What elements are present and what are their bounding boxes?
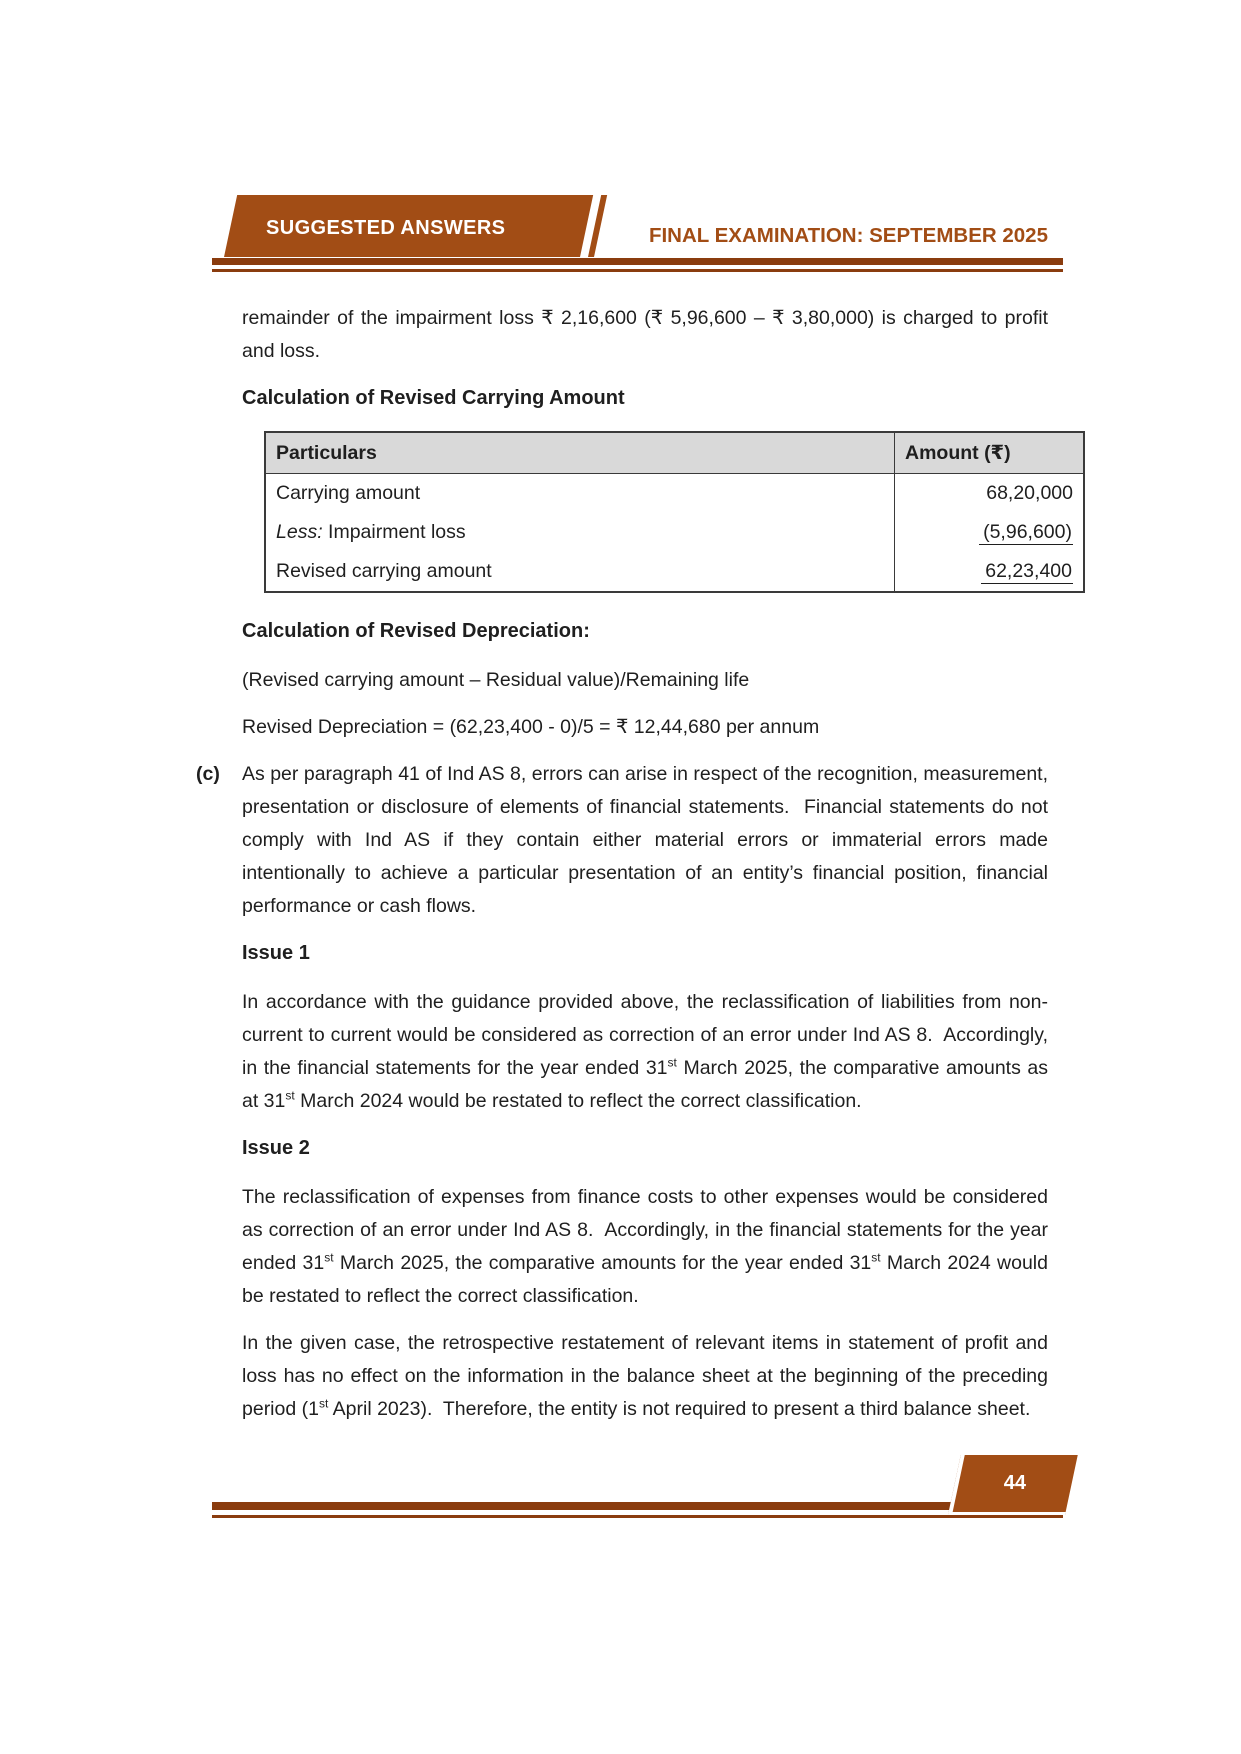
row-label: Less: Impairment loss [276, 521, 466, 543]
depreciation-heading: Calculation of Revised Depreciation: [242, 620, 590, 642]
closing-paragraph: In the given case, the retrospective restatement of relevant items in statement of profit and loss has no effect on the information in the balance sheet at the beginning of the preceding period (1st April 2023). Therefore, the entity is not required to present a third balance sheet. [242, 1332, 1048, 1420]
issue-1-heading: Issue 1 [242, 942, 310, 964]
header-rule-thin [212, 269, 1063, 272]
item-c-marker: (c) [196, 763, 220, 785]
page-number: 44 [1004, 1472, 1027, 1494]
issue-2-paragraph: The reclassification of expenses from finance costs to other expenses would be considered as correction of an error under Ind AS 8. Accordingly, in the financial statements for the year ended 31st March 2025, the comparative amounts for the year ended 31st March 2024 would be restated to reflect the correct classification. [242, 1186, 1048, 1307]
answer-item-c [196, 758, 1048, 923]
footer-rule-thick [212, 1502, 1063, 1510]
row-label: Revised carrying amount [276, 560, 492, 582]
depreciation-result: Revised Depreciation = (62,23,400 - 0)/5 = ₹ 12,44,680 per annum [242, 716, 820, 738]
depreciation-formula: (Revised carrying amount – Residual value)/Remaining life [242, 669, 750, 691]
table-row [265, 513, 1084, 552]
carrying-amount-table [264, 431, 1085, 593]
carrying-amount-heading: Calculation of Revised Carrying Amount [242, 387, 625, 409]
row-amount: (5,96,600) [895, 513, 1085, 552]
issue-2-heading: Issue 2 [242, 1137, 310, 1159]
header-rule-thick [212, 258, 1063, 265]
table-header-particulars: Particulars [265, 432, 895, 474]
table-row [265, 474, 1084, 514]
intro-paragraph: remainder of the impairment loss ₹ 2,16,600 (₹ 5,96,600 – ₹ 3,80,000) is charged to profit and loss. [242, 307, 1048, 362]
row-amount: 62,23,400 [895, 552, 1085, 592]
table-header-amount: Amount (₹) [895, 432, 1085, 474]
item-c-paragraph: As per paragraph 41 of Ind AS 8, errors can arise in respect of the recognition, measurement, presentation or disclosure of elements of financial statements. Financial statements do not comply with Ind AS if they contain either material errors or immaterial errors made intentionally to achieve a particular presentation of an entity’s financial position, financial performance or cash flows. [242, 763, 1048, 917]
footer-rule-thin [212, 1515, 1063, 1518]
answer-body [196, 302, 1073, 1440]
row-label: Carrying amount [276, 482, 421, 504]
banner-label: SUGGESTED ANSWERS [266, 217, 506, 239]
row-amount: 68,20,000 [895, 474, 1085, 514]
issue-1-paragraph: In accordance with the guidance provided above, the reclassification of liabilities from non-current to current would be considered as correction of an error under Ind AS 8. Accordingly, in the financial statements for the year ended 31st March 2025, the comparative amounts as at 31st March 2024 would be restated to reflect the correct classification. [242, 991, 1049, 1112]
table-row [265, 552, 1084, 592]
table-header-row [265, 432, 1084, 474]
exam-title: FINAL EXAMINATION: SEPTEMBER 2025 [648, 224, 1048, 247]
page-number-box [948, 1455, 1078, 1515]
